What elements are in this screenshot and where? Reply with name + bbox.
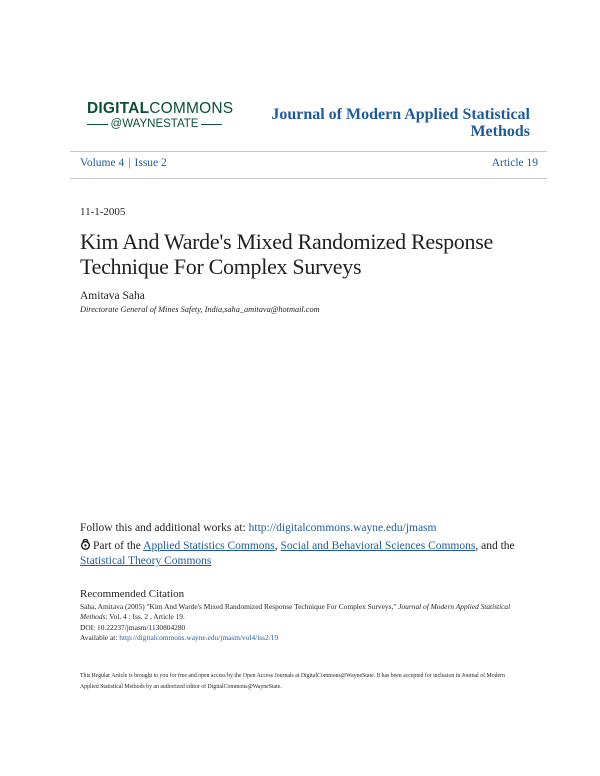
collection-url-link[interactable]: http://digitalcommons.wayne.edu/jmasm	[248, 522, 437, 534]
citation-block	[80, 602, 530, 644]
volume-issue	[80, 157, 167, 169]
article-title: Kim And Warde's Mixed Randomized Response Technique For Complex Surveys	[80, 229, 493, 279]
article-url-link[interactable]: http://digitalcommons.wayne.edu/jmasm/vol4/iss2/19	[119, 633, 279, 643]
and-the-text: , and the	[475, 540, 515, 552]
author-name: Amitava Saha	[80, 290, 145, 302]
logo-wordmark: DIGITALCOMMONS	[87, 100, 234, 117]
digital-commons-logo[interactable]	[87, 100, 234, 131]
citation-doi: DOI: 10.22237/jmasm/1130804280	[80, 622, 186, 632]
logo-subline	[87, 118, 222, 131]
comma-sep: ,	[274, 540, 278, 552]
logo-rule-right	[201, 124, 222, 125]
part-of-prefix: Part of the	[93, 540, 141, 552]
logo-rule-left	[87, 124, 108, 125]
part-of-line	[80, 539, 520, 569]
header-divider-bottom	[70, 178, 547, 179]
citation-volume: : Vol. 4 : Iss. 2 , Article 19.	[105, 612, 185, 622]
volume-link[interactable]: Volume 4	[80, 157, 125, 169]
available-label: Available at:	[80, 633, 118, 643]
logo-sub-text: @WAYNESTATE	[110, 118, 199, 130]
citation-journal: Journal of Modern Applied Statistical Methods	[80, 602, 511, 622]
open-access-icon	[80, 539, 91, 550]
author-affiliation: Directorate General of Mines Safety, India,saha_amitava@hotmail.com	[80, 305, 320, 314]
statistical-theory-commons-link[interactable]: Statistical Theory Commons	[80, 555, 212, 567]
recommended-citation-heading: Recommended Citation	[80, 588, 185, 600]
journal-title-link[interactable]: Journal of Modern Applied Statistical Methods	[271, 106, 530, 140]
header-divider-top	[70, 151, 547, 152]
citation-text: Saha, Amitava (2005) "Kim And Warde's Mixed Randomized Response Technique For Complex Surveys,"	[80, 602, 397, 611]
article-number[interactable]: Article 19	[491, 157, 538, 169]
issue-link[interactable]: Issue 2	[134, 157, 167, 169]
publication-date: 11-1-2005	[80, 206, 126, 218]
follow-prefix: Follow this and additional works at:	[80, 522, 246, 534]
follow-line	[80, 522, 436, 534]
social-behavioral-commons-link[interactable]: Social and Behavioral Sciences Commons	[280, 540, 476, 552]
separator: |	[128, 157, 131, 169]
open-access-note: This Regular Article is brought to you for free and open access by the Open Access Journals at DigitalCommons@WayneState. It has been accepted for inclusion in Journal of Modern Applied Statistical Methods by an authorized editor of DigitalCommons@WayneState.	[80, 673, 505, 690]
applied-statistics-commons-link[interactable]: Applied Statistics Commons	[143, 540, 275, 552]
